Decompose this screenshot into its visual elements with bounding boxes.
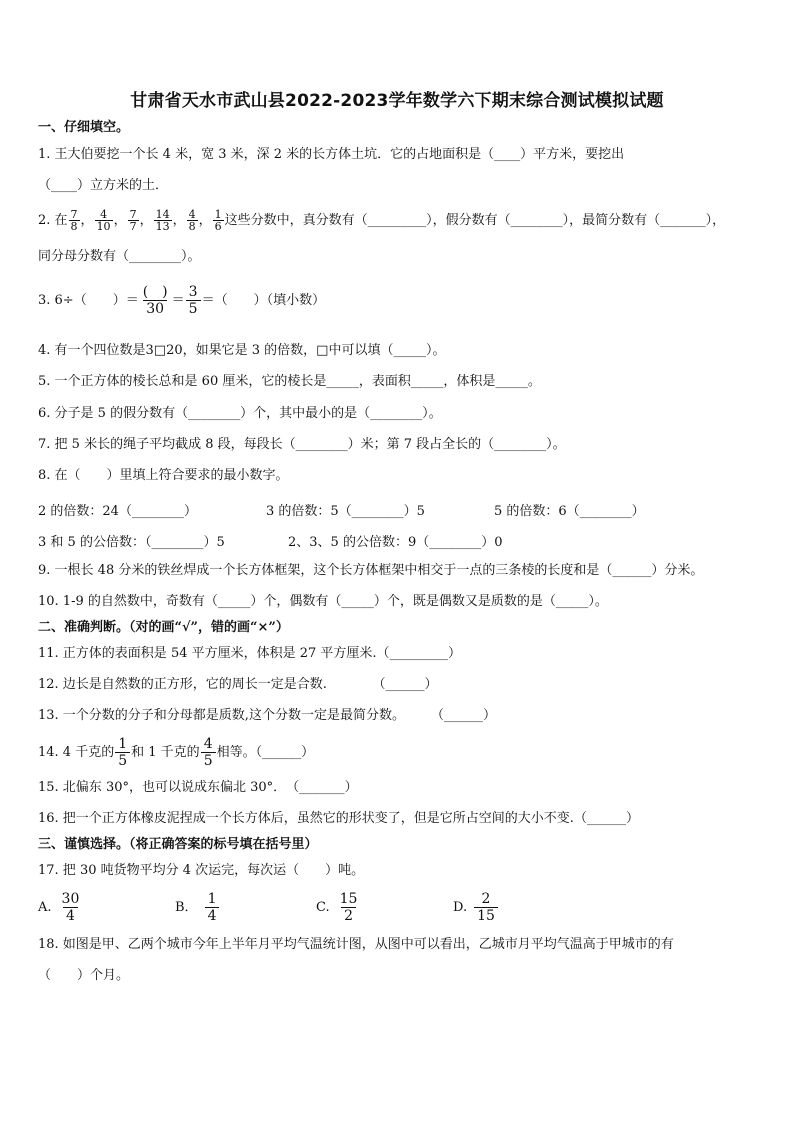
question-2-fraction <box>69 209 80 232</box>
separator-comma: ， <box>80 213 94 228</box>
answer-option <box>316 888 361 928</box>
question-2-line-1 <box>38 208 725 234</box>
question-1-line-1: 1. 王大伯要挖一个长 4 米，宽 3 米，深 2 米的长方体土坑．它的占地面积是（____）平方米，要挖出 <box>38 147 625 162</box>
question-8-item: 3 的倍数：5（________）5 <box>266 504 425 519</box>
question-3-suffix: ＝（ ）（填小数） <box>201 293 326 308</box>
answer-option <box>175 888 220 928</box>
question-1-line-2: （____）立方米的土． <box>38 178 169 193</box>
question-3-fraction-blank <box>140 284 171 317</box>
fraction-numerator: 30 <box>61 891 80 907</box>
section-heading-3: 三、谨慎选择。（将正确答案的标号填在括号里） <box>38 837 318 852</box>
fraction-numerator: 1 <box>207 891 217 907</box>
option-fraction <box>205 891 220 924</box>
question-3-fraction <box>186 284 201 317</box>
fraction-numerator: 7 <box>129 208 137 221</box>
question-9: 9. 一根长 48 分米的铁丝焊成一个长方体框架，这个长方体框架中相交于一点的三条棱的长度和是（______）分米。 <box>38 563 704 578</box>
question-16: 16. 把一个正方体橡皮泥捏成一个长方体后，虽然它的形状变了，但是它所占空间的大小不变.（______） <box>38 811 639 826</box>
fraction-denominator: 2 <box>341 907 356 924</box>
question-8: 8. 在（ ）里填上符合要求的最小数字。 <box>38 468 289 483</box>
question-2-fraction <box>128 209 139 232</box>
fraction-denominator: 4 <box>205 907 220 924</box>
question-3 <box>38 284 325 318</box>
fraction-denominator: 5 <box>115 752 130 769</box>
section-heading-2: 二、准确判断。（对的画“√”，错的画“×”） <box>38 620 289 635</box>
answer-option <box>453 888 499 928</box>
option-label: C. <box>316 900 330 915</box>
question-10: 10. 1-9 的自然数中，奇数有（_____）个，偶数有（_____）个，既是偶数又是质数的是（_____）。 <box>38 594 608 609</box>
option-fraction <box>59 891 83 924</box>
question-2-fraction <box>95 209 113 232</box>
separator-comma: ， <box>113 213 127 228</box>
fraction-denominator: 10 <box>96 220 111 233</box>
fraction-denominator: 30 <box>143 300 167 317</box>
section-heading-1: 一、仔细填空。 <box>38 120 130 135</box>
question-14-fraction-1 <box>115 736 130 769</box>
question-8-item: 3 和 5 的公倍数：（________）5 <box>38 535 225 550</box>
fraction-denominator: 5 <box>186 300 201 317</box>
question-2-fraction <box>154 209 172 232</box>
question-2-fraction-list <box>68 208 225 233</box>
question-13: 13. 一个分数的分子和分母都是质数,这个分数一定是最简分数。 （______） <box>38 708 496 723</box>
option-fraction <box>474 891 498 924</box>
question-8-item: 2、3、5 的公倍数：9（________）0 <box>288 535 503 550</box>
fraction-numerator: 1 <box>118 736 128 752</box>
option-label: D. <box>453 900 468 915</box>
fraction-numerator: 4 <box>203 736 213 752</box>
separator-comma: ， <box>198 213 212 228</box>
option-label: A. <box>38 900 52 915</box>
question-7: 7. 把 5 米长的绳子平均截成 8 段，每段长（________）米；第 7 段占全长的（________）。 <box>38 437 566 452</box>
option-fraction <box>337 891 361 924</box>
equals-sign: ＝ <box>171 293 185 308</box>
question-18-line-2: （ ）个月。 <box>38 968 130 983</box>
fraction-denominator: 13 <box>155 220 170 233</box>
fraction-numerator: 14 <box>155 208 170 221</box>
question-8-item: 2 的倍数：24（________） <box>38 504 197 519</box>
answer-option <box>38 888 83 928</box>
question-17: 17. 把 30 吨货物平均分 4 次运完，每次运（ ）吨。 <box>38 863 365 878</box>
question-6: 6. 分子是 5 的假分数有（________）个，其中最小的是（________）。 <box>38 406 442 421</box>
option-label: B． <box>175 900 198 915</box>
question-3-prefix: 3. 6÷（ ）＝ <box>38 293 139 308</box>
fraction-denominator: 15 <box>474 907 498 924</box>
question-2-prefix: 2. 在 <box>38 213 68 228</box>
question-15: 15. 北偏东 30°，也可以说成东偏北 30°． （_______） <box>38 780 358 795</box>
separator-comma: ， <box>139 213 153 228</box>
question-18-line-1: 18. 如图是甲、乙两个城市今年上半年月平均气温统计图，从图中可以看出，乙城市月平均气温高于甲城市的有 <box>38 937 674 952</box>
fraction-numerator: 7 <box>70 208 78 221</box>
question-4: 4. 有一个四位数是3□20，如果它是 3 的倍数，□中可以填（_____）。 <box>38 343 446 358</box>
question-14-prefix: 14. 4 千克的 <box>38 745 115 760</box>
question-2-suffix: 这些分数中，真分数有（_________），假分数有（________），最简分数有（_______）， <box>224 213 726 228</box>
fraction-numerator: 1 <box>214 208 222 221</box>
fraction-denominator: 5 <box>201 752 216 769</box>
fraction-numerator: ( ) <box>142 284 168 300</box>
fraction-denominator: 4 <box>63 907 78 924</box>
question-5: 5. 一个正方体的棱长总和是 60 厘米，它的棱长是_____，表面积_____，体积是_____。 <box>38 374 541 389</box>
question-14 <box>38 736 314 769</box>
separator-comma: ， <box>172 213 186 228</box>
fraction-numerator: 2 <box>481 891 491 907</box>
fraction-numerator: 15 <box>339 891 358 907</box>
question-8-item: 5 的倍数：6（________） <box>494 504 645 519</box>
fraction-denominator: 6 <box>214 220 222 233</box>
fraction-numerator: 3 <box>188 284 198 300</box>
question-2-fraction <box>213 209 224 232</box>
question-12: 12. 边长是自然数的正方形，它的周长一定是合数. （______） <box>38 677 438 692</box>
question-14-fraction-2 <box>201 736 216 769</box>
fraction-denominator: 8 <box>70 220 78 233</box>
fraction-denominator: 7 <box>129 220 137 233</box>
fraction-denominator: 8 <box>188 220 196 233</box>
question-2-line-2: 同分母分数有（________）。 <box>38 249 201 264</box>
question-14-suffix: 相等。（______） <box>216 745 315 760</box>
question-14-middle: 和 1 千克的 <box>131 745 200 760</box>
fraction-numerator: 4 <box>188 208 196 221</box>
question-11: 11. 正方体的表面积是 54 平方厘米，体积是 27 平方厘米.（_________） <box>38 646 462 661</box>
page-title: 甘肃省天水市武山县2022-2023学年数学六下期末综合测试模拟试题 <box>130 91 664 111</box>
fraction-numerator: 4 <box>100 208 108 221</box>
question-2-fraction <box>187 209 198 232</box>
